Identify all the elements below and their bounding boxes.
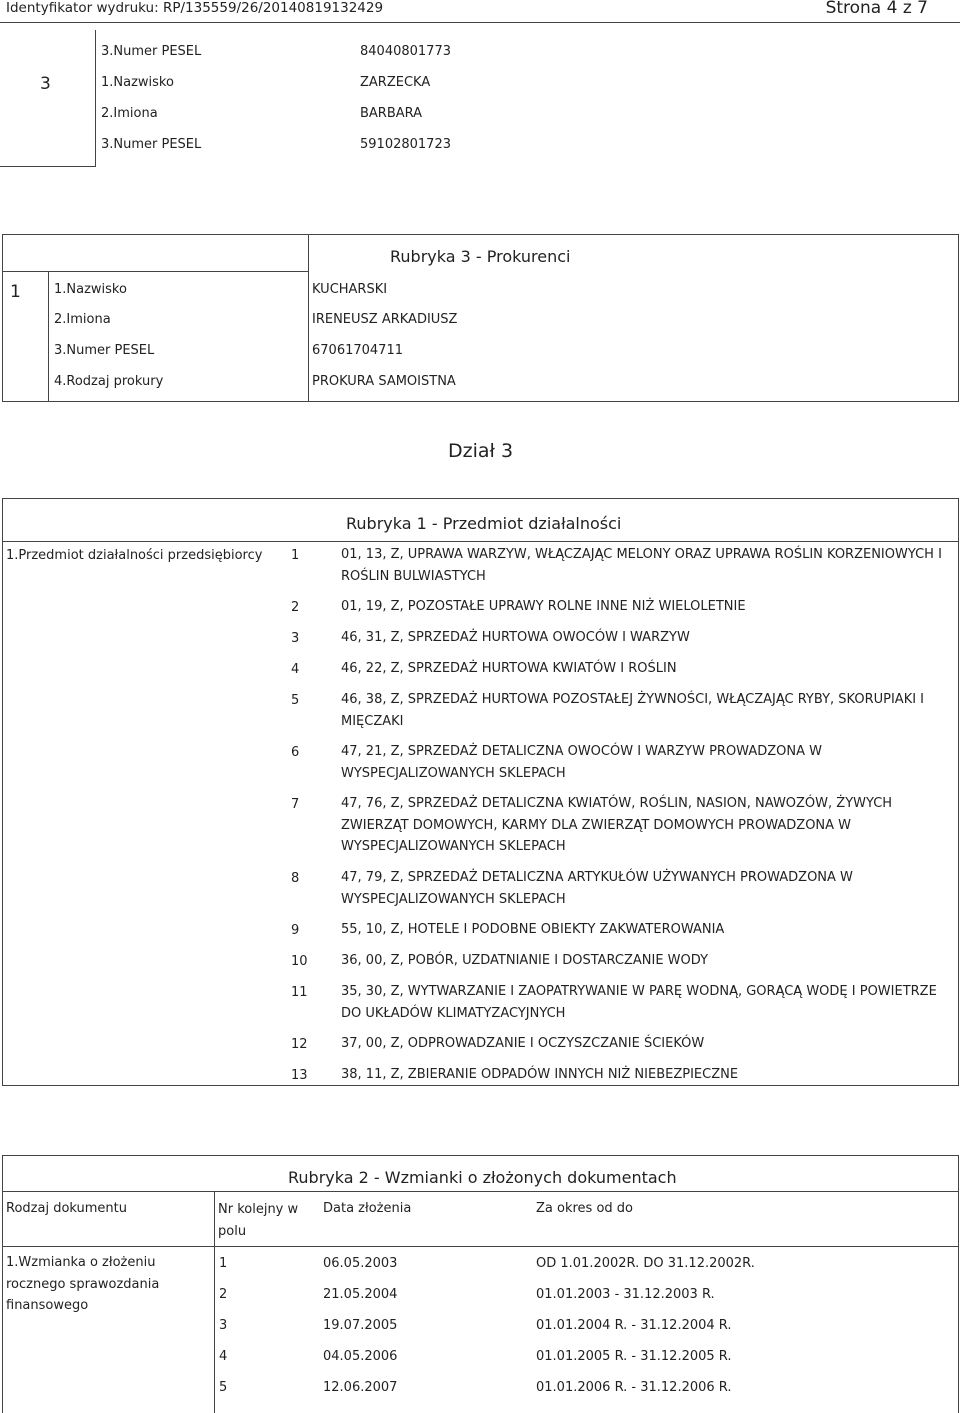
- pkd-item-text: 36, 00, Z, POBÓR, UZDATNIANIE I DOSTARCZANIE WODY: [341, 953, 709, 968]
- wzmianka-number: 3: [219, 1318, 228, 1333]
- pkd-item-text: 46, 38, Z, SPRZEDAŻ HURTOWA POZOSTAŁEJ ŻYWNOŚCI, WŁĄCZAJĄC RYBY, SKORUPIAKI I MIĘCZAKI: [341, 692, 925, 729]
- pesel-value: 59102801723: [360, 137, 451, 152]
- pkd-item-text: 47, 76, Z, SPRZEDAŻ DETALICZNA KWIATÓW, ROŚLIN, NASION, NAWOZÓW, ŻYWYCH ZWIERZĄT DOMOWYCH, KARMY DLA ZWIERZĄT DOMOWYCH PROWADZONA W WYSPECJALIZOWANYCH SKLEPACH: [341, 796, 893, 854]
- pkd-item-number: 4: [291, 662, 300, 677]
- wzmianka-number: 1: [219, 1256, 228, 1271]
- wzmianka-label: 1.Wzmianka o złożeniu rocznego sprawozdania finansowego: [6, 1255, 160, 1313]
- pkd-item-number: 10: [291, 954, 308, 969]
- wzmianka-period: 01.01.2003 - 31.12.2003 R.: [536, 1287, 715, 1302]
- pkd-item-number: 6: [291, 745, 300, 760]
- pkd-item-text: 46, 22, Z, SPRZEDAŻ HURTOWA KWIATÓW I ROŚLIN: [341, 661, 677, 676]
- pkd-item-number: 12: [291, 1037, 308, 1052]
- person-number: 3: [40, 74, 51, 94]
- top-pesel-label: 3.Numer PESEL: [101, 44, 202, 59]
- prokurent-pesel-label: 3.Numer PESEL: [54, 343, 155, 358]
- top-pesel-value: 84040801773: [360, 44, 451, 59]
- pkd-item-number: 9: [291, 923, 300, 938]
- header-divider: [0, 22, 960, 23]
- pkd-item-text: 55, 10, Z, HOTELE I PODOBNE OBIEKTY ZAKWATEROWANIA: [341, 922, 725, 937]
- pkd-item-text: 47, 21, Z, SPRZEDAŻ DETALICZNA OWOCÓW I WARZYW PROWADZONA W WYSPECJALIZOWANYCH SKLEPACH: [341, 744, 822, 781]
- wzmianka-date: 04.05.2006: [323, 1349, 398, 1364]
- wzmianka-period: OD 1.01.2002R. DO 31.12.2002R.: [536, 1256, 755, 1271]
- pesel-label: 3.Numer PESEL: [101, 137, 202, 152]
- wzmianka-date: 06.05.2003: [323, 1256, 398, 1271]
- pkd-item-text: 01, 19, Z, POZOSTAŁE UPRAWY ROLNE INNE NIŻ WIELOLETNIE: [341, 599, 746, 614]
- prokurent-number: 1: [10, 282, 21, 302]
- surname-value: ZARZECKA: [360, 75, 431, 90]
- names-value: BARBARA: [360, 106, 423, 121]
- pkd-item-number: 13: [291, 1068, 308, 1083]
- prokurent-names: IRENEUSZ ARKADIUSZ: [312, 312, 458, 327]
- print-identifier: Identyfikator wydruku: RP/135559/26/20140819132429: [6, 0, 384, 16]
- pkd-item-text: 37, 00, Z, ODPROWADZANIE I OCZYSZCZANIE ŚCIEKÓW: [341, 1036, 705, 1051]
- pkd-item-text: 01, 13, Z, UPRAWA WARZYW, WŁĄCZAJĄC MELONY ORAZ UPRAWA ROŚLIN KORZENIOWYCH I ROŚLIN BULWIASTYCH: [341, 547, 942, 584]
- pkd-item-text: 46, 31, Z, SPRZEDAŻ HURTOWA OWOCÓW I WARZYW: [341, 630, 690, 645]
- page-number: Strona 4 z 7: [825, 0, 928, 18]
- prokurent-surname-label: 1.Nazwisko: [54, 282, 127, 297]
- prokurent-surname: KUCHARSKI: [312, 282, 388, 297]
- wzmianki-title: Rubryka 2 - Wzmianki o złożonych dokumentach: [288, 1168, 677, 1187]
- pkd-item-number: 7: [291, 797, 300, 812]
- wzmianka-number: 5: [219, 1380, 228, 1395]
- wzmianka-number: 4: [219, 1349, 228, 1364]
- pkd-item-number: 3: [291, 631, 300, 646]
- pkd-item-number: 2: [291, 600, 300, 615]
- prokurent-names-label: 2.Imiona: [54, 312, 111, 327]
- przedmiot-title: Rubryka 1 - Przedmiot działalności: [346, 514, 622, 533]
- pkd-item-text: 38, 11, Z, ZBIERANIE ODPADÓW INNYCH NIŻ NIEBEZPIECZNE: [341, 1067, 739, 1082]
- wzmianka-period: 01.01.2005 R. - 31.12.2005 R.: [536, 1349, 732, 1364]
- names-label: 2.Imiona: [101, 106, 158, 121]
- wzmianka-period: 01.01.2004 R. - 31.12.2004 R.: [536, 1318, 732, 1333]
- col-header-date: Data złożenia: [323, 1201, 412, 1216]
- col-header-no: Nr kolejny w polu: [218, 1202, 299, 1239]
- pkd-item-number: 11: [291, 985, 308, 1000]
- wzmianka-date: 21.05.2004: [323, 1287, 398, 1302]
- section-heading: Dział 3: [448, 440, 514, 462]
- prokurenci-title: Rubryka 3 - Prokurenci: [390, 247, 571, 266]
- pkd-item-number: 5: [291, 693, 300, 708]
- wzmianka-period: 01.01.2006 R. - 31.12.2006 R.: [536, 1380, 732, 1395]
- col-header-type: Rodzaj dokumentu: [6, 1201, 127, 1216]
- surname-label: 1.Nazwisko: [101, 75, 174, 90]
- prokura-type: PROKURA SAMOISTNA: [312, 374, 456, 389]
- pkd-item-number: 8: [291, 871, 300, 886]
- przedmiot-label: 1.Przedmiot działalności przedsiębiorcy: [6, 548, 263, 563]
- pkd-item-text: 47, 79, Z, SPRZEDAŻ DETALICZNA ARTYKUŁÓW UŻYWANYCH PROWADZONA W WYSPECJALIZOWANYCH SKLEPACH: [341, 870, 853, 907]
- wzmianka-number: 2: [219, 1287, 228, 1302]
- prokurent-pesel: 67061704711: [312, 343, 403, 358]
- prokura-type-label: 4.Rodzaj prokury: [54, 374, 164, 389]
- pkd-item-text: 35, 30, Z, WYTWARZANIE I ZAOPATRYWANIE W PARĘ WODNĄ, GORĄCĄ WODĘ I POWIETRZE DO UKŁADÓW KLIMATYZACYJNYCH: [341, 984, 937, 1021]
- wzmianka-date: 12.06.2007: [323, 1380, 398, 1395]
- col-header-period: Za okres od do: [536, 1201, 633, 1216]
- wzmianka-date: 19.07.2005: [323, 1318, 398, 1333]
- pkd-item-number: 1: [291, 548, 300, 563]
